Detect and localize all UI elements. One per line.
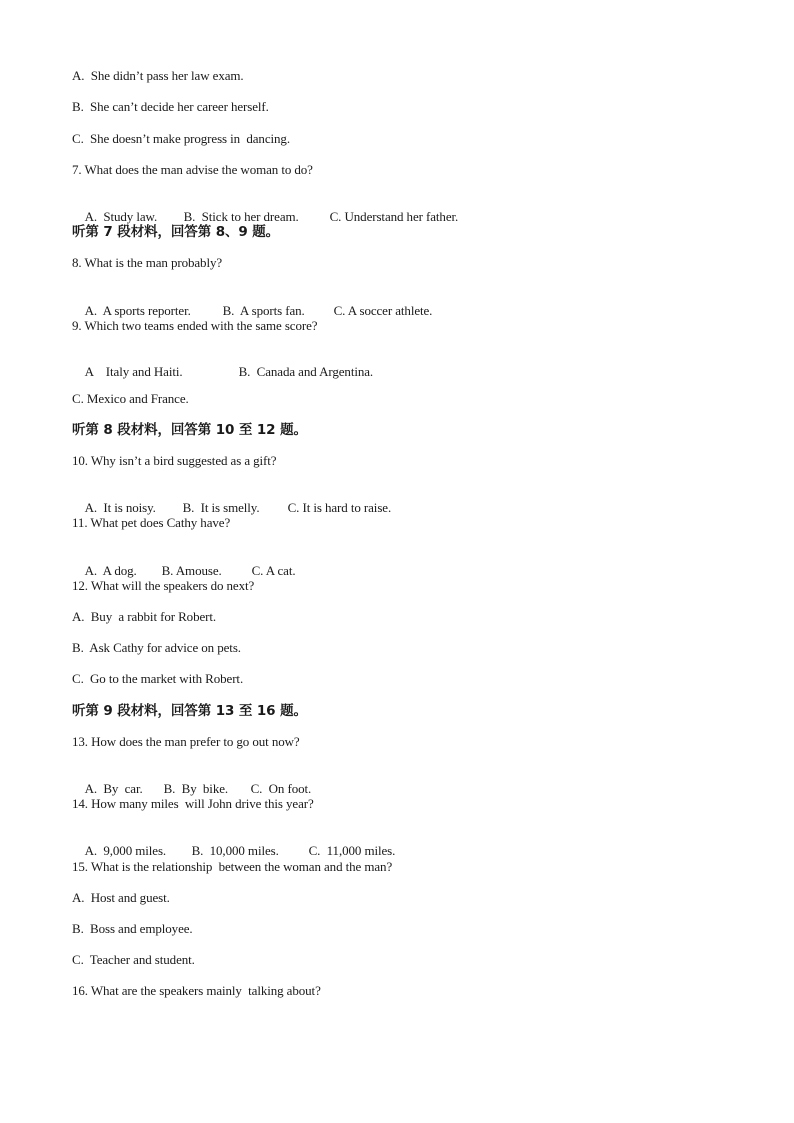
section-heading-8: 听第 8 段材料，回答第 10 至 12 题。 [72,422,307,438]
q14-option-a: A. 9,000 miles. [84,843,167,858]
q11-option-a: A. A dog. [84,563,137,578]
q11-option-b: B. Amouse. [161,563,222,578]
q12-option-a: A. Buy a rabbit for Robert. [72,609,217,624]
section-heading-9: 听第 9 段材料，回答第 13 至 16 题。 [72,703,307,719]
q14-option-b: B. 10,000 miles. [191,843,279,858]
q9-option-a: A Italy and Haiti. [84,364,183,379]
q6-option-b: B. She can’t decide her career herself. [72,99,269,114]
q15-option-a: A. Host and guest. [72,890,170,905]
question-7: 7. What does the man advise the woman to do? [72,162,313,177]
question-14: 14. How many miles will John drive this year? [72,796,314,811]
q8-option-a: A. A sports reporter. [84,303,191,318]
q13-option-c: C. On foot. [250,781,312,796]
q9-options-ab [72,348,373,396]
q6-option-a: A. She didn’t pass her law exam. [72,68,244,83]
question-11: 11. What pet does Cathy have? [72,515,231,530]
question-13: 13. How does the man prefer to go out now? [72,734,300,749]
q6-option-c: C. She doesn’t make progress in dancing. [72,131,290,146]
q7-option-a: A. Study law. [84,209,158,224]
question-12: 12. What will the speakers do next? [72,578,255,593]
q10-option-b: B. It is smelly. [182,500,260,515]
q13-option-b: B. By bike. [163,781,229,796]
q14-option-c: C. 11,000 miles. [308,843,396,858]
q9-option-c: C. Mexico and France. [72,391,189,406]
q11-option-c: C. A cat. [251,563,296,578]
section-heading-7: 听第 7 段材料，回答第 8、9 题。 [72,224,280,240]
q9-option-b: B. Canada and Argentina. [238,364,374,379]
question-8: 8. What is the man probably? [72,255,223,270]
question-9: 9. Which two teams ended with the same score? [72,318,318,333]
q7-option-c: C. Understand her father. [329,209,459,224]
q12-option-c: C. Go to the market with Robert. [72,671,244,686]
question-16: 16. What are the speakers mainly talking about? [72,983,321,998]
q10-option-c: C. It is hard to raise. [287,500,392,515]
question-15: 15. What is the relationship between the woman and the man? [72,859,393,874]
q8-option-c: C. A soccer athlete. [333,303,433,318]
q10-option-a: A. It is noisy. [84,500,156,515]
q13-option-a: A. By car. [84,781,143,796]
q7-option-b: B. Stick to her dream. [183,209,299,224]
q15-option-c: C. Teacher and student. [72,952,195,967]
question-10: 10. Why isn’t a bird suggested as a gift? [72,453,277,468]
q12-option-b: B. Ask Cathy for advice on pets. [72,640,241,655]
q8-option-b: B. A sports fan. [222,303,305,318]
q15-option-b: B. Boss and employee. [72,921,193,936]
